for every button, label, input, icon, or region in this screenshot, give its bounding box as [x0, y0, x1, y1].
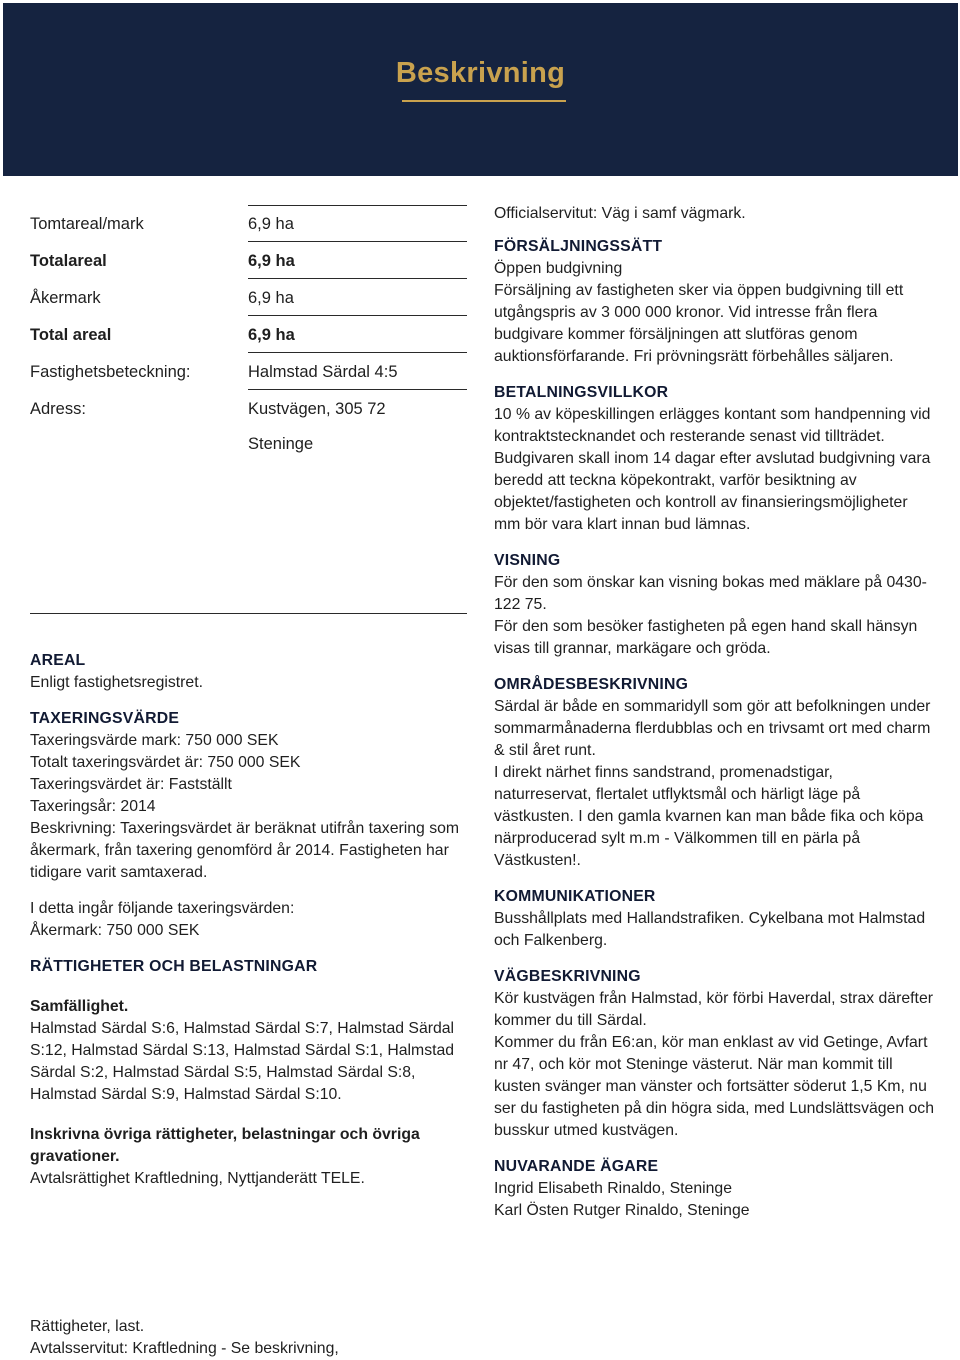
- address-line-2: Steninge: [248, 435, 314, 453]
- facts-divider: [248, 278, 467, 279]
- facts-divider: [248, 241, 467, 242]
- taxering-included: I detta ingår följande taxeringsvärden:: [30, 900, 295, 917]
- taxering-line: Taxeringsår: 2014: [30, 798, 156, 815]
- vagbeskrivning-line: Kör kustvägen från Halmstad, kör förbi Haverdal, strax därefter kommer du till Särdal.: [494, 990, 933, 1029]
- fact-label: Totalareal: [30, 252, 107, 270]
- facts-divider: [248, 352, 467, 353]
- omrade-line: Särdal är både en sommaridyll som gör att befolkningen under sommarmånaderna flerdubblas och en trivsamt ort med charm & stil året runt.: [494, 698, 931, 759]
- fact-label: Total areal: [30, 326, 112, 344]
- footer-line-2: Avtalsservitut: Kraftledning - Se beskrivning,: [30, 1340, 339, 1357]
- fact-value: Kustvägen, 305 72: [248, 400, 386, 418]
- right-column: [494, 203, 934, 1222]
- forsaljning-line: Öppen budgivning: [494, 260, 623, 277]
- betalning-heading: BETALNINGSVILLKOR: [494, 384, 669, 401]
- taxering-line: Totalt taxeringsvärdet är: 750 000 SEK: [30, 754, 301, 771]
- fact-label: Fastighetsbeteckning:: [30, 363, 191, 381]
- left-column: [30, 650, 470, 1190]
- fact-label: Åkermark: [30, 289, 101, 307]
- fact-value: 6,9 ha: [248, 289, 294, 307]
- facts-top-divider: [248, 205, 467, 206]
- samfallighet-text: Halmstad Särdal S:6, Halmstad Särdal S:7, Halmstad Särdal S:12, Halmstad Särdal S:13, Halmstad Särdal S:1, Halmstad Särdal S:2, Halmstad Särdal S:5, Halmstad Särdal S:8, Halmstad Särdal S:9, Halmstad Särdal S:10.: [30, 1020, 455, 1103]
- facts-divider: [248, 389, 467, 390]
- omrade-heading: OMRÅDESBESKRIVNING: [494, 676, 689, 693]
- fact-value: 6,9 ha: [248, 215, 294, 233]
- visning-heading: VISNING: [494, 552, 561, 569]
- agare-line: Karl Östen Rutger Rinaldo, Steninge: [494, 1202, 750, 1219]
- fact-value: Halmstad Särdal 4:5: [248, 363, 398, 381]
- inskrivna-text: Avtalsrättighet Kraftledning, Nyttjanderätt TELE.: [30, 1170, 365, 1187]
- vagbeskrivning-heading: VÄGBESKRIVNING: [494, 968, 641, 985]
- forsaljning-heading: FÖRSÄLJNINGSSÄTT: [494, 238, 663, 255]
- areal-heading: AREAL: [30, 652, 86, 669]
- footer-line-1: Rättigheter, last.: [30, 1318, 145, 1335]
- officialservitut-text: Officialservitut: Väg i samf vägmark.: [494, 205, 746, 222]
- agare-heading: NUVARANDE ÄGARE: [494, 1158, 659, 1175]
- fact-value: 6,9 ha: [248, 326, 295, 344]
- fact-label: Tomtareal/mark: [30, 215, 144, 233]
- visning-line: För den som besöker fastigheten på egen hand skall hänsyn visas till grannar, markägare och gröda.: [494, 618, 918, 657]
- rights-heading: RÄTTIGHETER OCH BELASTNINGAR: [30, 958, 318, 975]
- betalning-text: 10 % av köpeskillingen erlägges kontant som handpenning vid kontraktstecknandet och resterande senast vid tillträdet. Budgivaren skall inom 14 dagar efter avslutad budgivning vara beredd att teckna köpekontrakt, varför besiktning av objektet/fastigheten och kontroll av finansieringsmöjligheter mm bör vara klart innan bud lämnas.: [494, 406, 931, 533]
- taxering-description: Beskrivning: Taxeringsvärdet är beräknat utifrån taxering som åkermark, från taxering genomförd år 2014. Fastigheten har tidigare varit samtaxerad.: [30, 820, 460, 881]
- taxering-line: Taxeringsvärdet är: Fastställt: [30, 776, 232, 793]
- areal-text: Enligt fastighetsregistret.: [30, 674, 203, 691]
- agare-line: Ingrid Elisabeth Rinaldo, Steninge: [494, 1180, 732, 1197]
- title-underline: [402, 100, 566, 102]
- vagbeskrivning-line: Kommer du från E6:an, kör man enklast av vid Getinge, Avfart nr 47, och kör mot Steninge västerut. När man kommit till kusten svänger man vänster och fortsätter söderut 1,5 Km, nu ser du fastigheten på din högra sida, med Lundslättsvägen och busskur utmed kustvägen.: [494, 1034, 934, 1139]
- fact-value: 6,9 ha: [248, 252, 295, 270]
- kommunikation-text: Busshållplats med Hallandstrafiken. Cykelbana mot Halmstad och Falkenberg.: [494, 910, 926, 949]
- taxering-heading: TAXERINGSVÄRDE: [30, 710, 180, 727]
- page-title: Beskrivning: [395, 57, 566, 89]
- samfallighet-heading: Samfällighet.: [30, 998, 129, 1015]
- section-divider: [30, 613, 467, 614]
- footer: [30, 1316, 630, 1360]
- taxering-line: Taxeringsvärde mark: 750 000 SEK: [30, 732, 279, 749]
- omrade-line: I direkt närhet finns sandstrand, promenadstigar, naturreservat, flertalet utflyktsmål och härligt läge på västkusten. I den gamla kvarnen kan man både fika och köpa närproducerad sylt m.m - Välkommen till en pärla på Västkusten!.: [494, 764, 924, 869]
- kommunikation-heading: KOMMUNIKATIONER: [494, 888, 656, 905]
- forsaljning-line: Försäljning av fastigheten sker via öppen budgivning till ett utgångspris av 3 000 000 kronor. Vid intresse från flera budgivare kommer försäljningen att slutföras genom auktionsförfarande. Fri prövningsrätt förbehålles säljaren.: [494, 282, 904, 365]
- inskrivna-heading: Inskrivna övriga rättigheter, belastningar och övriga gravationer.: [30, 1126, 420, 1165]
- visning-line: För den som önskar kan visning bokas med mäklare på 0430- 122 75.: [494, 574, 927, 613]
- taxering-included-value: Åkermark: 750 000 SEK: [30, 922, 200, 939]
- header-banner: [3, 3, 958, 176]
- fact-label: Adress:: [30, 400, 86, 418]
- facts-divider: [248, 315, 467, 316]
